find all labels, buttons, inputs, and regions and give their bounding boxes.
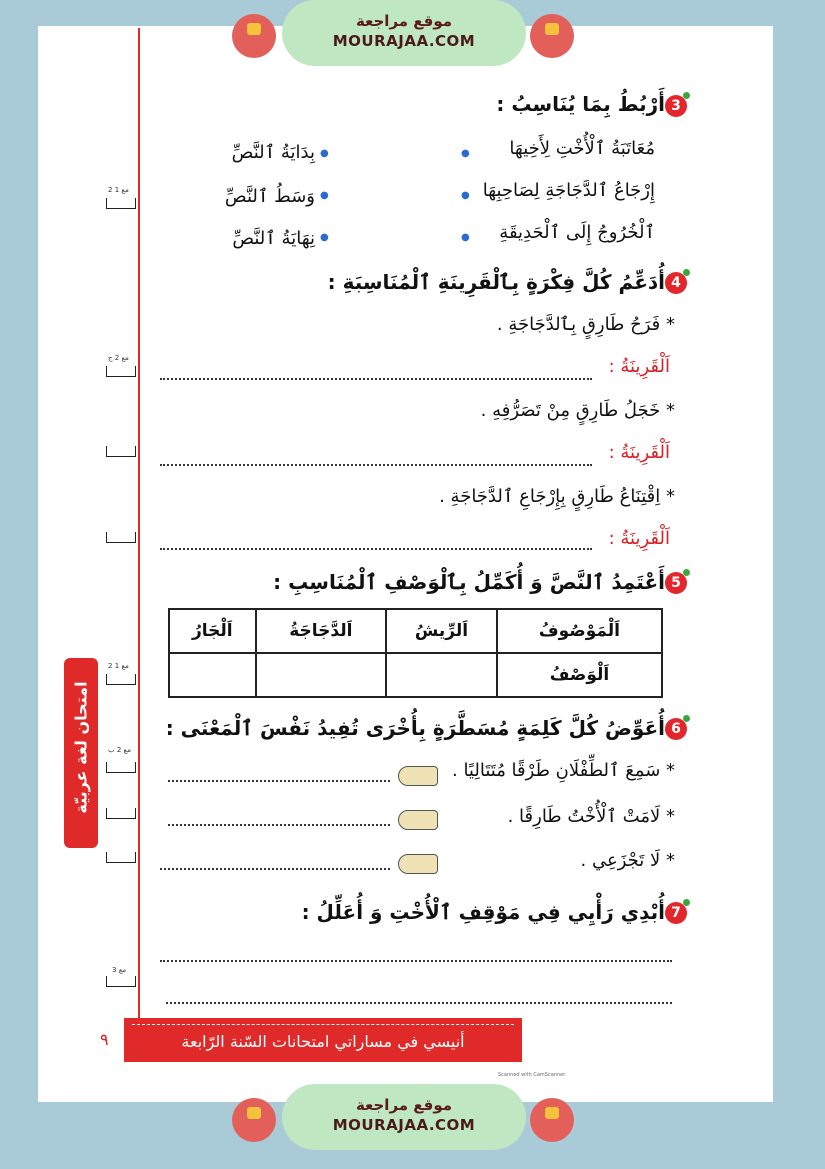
site-name-ar: موقع مراجعة xyxy=(355,1096,453,1114)
q6-item: * سَمِعَ ٱلطِّفْلَانِ طَرْقًا مُتَتَالِيًا . xyxy=(452,760,675,781)
match-dot[interactable]: ● xyxy=(461,232,470,243)
q6-item: * لَا تَجْزَعِي . xyxy=(580,850,675,871)
answer-line[interactable] xyxy=(160,868,390,870)
page-number: ٩ xyxy=(100,1030,109,1049)
table-header: اَلرِّيشُ xyxy=(386,609,497,653)
answer-cell[interactable] xyxy=(386,653,497,697)
scan-note: Scanned with CamScanner xyxy=(498,1072,566,1078)
q4-item: * خَجَلُ طَارِقٍ مِنْ تَصَرُّفِهِ . xyxy=(480,400,675,421)
score-box[interactable] xyxy=(106,366,136,377)
table-row-label: اَلْوَصْفُ xyxy=(497,653,662,697)
score-label: مع 2 ج xyxy=(108,354,129,362)
site-name-ar: موقع مراجعة xyxy=(355,12,453,30)
score-label: مع 3 xyxy=(112,966,127,974)
q6-title: أُعَوِّضُ كُلَّ كَلِمَةٍ مُسَطَّرَةٍ بِأُخْرَى تُفِيدُ نَفْسَ ٱلْمَعْنَى : xyxy=(165,716,665,740)
site-logo-icon xyxy=(530,1098,574,1142)
answer-cell[interactable] xyxy=(256,653,386,697)
q3-left-item: بِدَايَةُ ٱلنَّصِّ xyxy=(231,142,315,163)
match-dot[interactable]: ● xyxy=(320,232,329,243)
answer-line[interactable] xyxy=(160,378,592,380)
q5-title: أَعْتَمِدُ ٱلنَّصَّ وَ أُكَمِّلُ بِٱلْوَصْفِ ٱلْمُنَاسِبِ : xyxy=(273,570,665,594)
score-label: مع 1 2 xyxy=(108,662,129,670)
question-number: 3 xyxy=(665,95,687,117)
answer-line[interactable] xyxy=(168,824,390,826)
site-logo-icon xyxy=(232,14,276,58)
score-box[interactable] xyxy=(106,808,136,819)
table-header: اَلْجَارُ xyxy=(169,609,256,653)
match-dot[interactable]: ● xyxy=(320,148,329,159)
score-box[interactable] xyxy=(106,198,136,209)
q7-title: أُبْدِي رَأْيِي فِي مَوْقِفِ ٱلْأُخْتِ وَ أُعَلِّلُ : xyxy=(301,900,665,924)
site-name-en: MOURAJAA.COM xyxy=(332,1116,476,1134)
question-number: 5 xyxy=(665,572,687,594)
q3-right-item: ٱلْخُرُوجُ إِلَى ٱلْحَدِيقَةِ xyxy=(499,222,655,243)
score-box[interactable] xyxy=(106,976,136,987)
site-banner-bottom[interactable] xyxy=(282,1084,526,1150)
score-box[interactable] xyxy=(106,446,136,457)
match-dot[interactable]: ● xyxy=(320,190,329,201)
score-label: مع 2 ب xyxy=(108,746,131,754)
question-number: 7 xyxy=(665,902,687,924)
pointing-hand-icon xyxy=(398,810,438,830)
worksheet-page xyxy=(38,26,773,1102)
score-box[interactable] xyxy=(106,674,136,685)
question-number: 4 xyxy=(665,272,687,294)
pointing-hand-icon xyxy=(398,766,438,786)
score-box[interactable] xyxy=(106,762,136,773)
footer-banner: أنيسي في مساراتي امتحانات السّنة الرّابعة xyxy=(124,1018,522,1062)
match-dot[interactable]: ● xyxy=(461,190,470,201)
answer-line[interactable] xyxy=(160,960,672,962)
margin-line xyxy=(138,28,140,1028)
side-tab xyxy=(64,658,98,848)
q3-right-item: إِرْجَاعُ ٱلدَّجَاجَةِ لِصَاحِبِهَا xyxy=(482,180,655,201)
q4-label: اَلْقَرِينَةُ : xyxy=(608,442,670,463)
q4-label: اَلْقَرِينَةُ : xyxy=(608,528,670,549)
answer-line[interactable] xyxy=(166,1002,672,1004)
score-box[interactable] xyxy=(106,532,136,543)
site-logo-icon xyxy=(232,1098,276,1142)
score-box[interactable] xyxy=(106,852,136,863)
answer-line[interactable] xyxy=(160,464,592,466)
q4-item: * اِقْتِنَاعُ طَارِقٍ بِإِرْجَاعِ ٱلدَّجَاجَةِ . xyxy=(439,486,675,507)
q4-item: * فَرَحُ طَارِقٍ بِٱلدَّجَاجَةِ . xyxy=(496,314,675,335)
site-name-en: MOURAJAA.COM xyxy=(332,32,476,50)
table-header: اَلدَّجَاجَةُ xyxy=(256,609,386,653)
q6-item: * لَامَتْ ٱلْأُخْتُ طَارِقًا . xyxy=(507,806,675,827)
question-number: 6 xyxy=(665,718,687,740)
q3-left-item: وَسَطُ ٱلنَّصِّ xyxy=(224,186,315,207)
q4-label: اَلْقَرِينَةُ : xyxy=(608,356,670,377)
answer-line[interactable] xyxy=(168,780,390,782)
score-label: مع 1 2 xyxy=(108,186,129,194)
description-table xyxy=(168,608,663,698)
answer-line[interactable] xyxy=(160,548,592,550)
q4-title: أُدَعِّمُ كُلَّ فِكْرَةٍ بِٱلْقَرِينَةِ ٱلْمُنَاسِبَةِ : xyxy=(327,270,665,294)
q3-title: أَرْبُطُ بِمَا يُنَاسِبُ : xyxy=(496,92,665,116)
match-dot[interactable]: ● xyxy=(461,148,470,159)
pointing-hand-icon xyxy=(398,854,438,874)
site-logo-icon xyxy=(530,14,574,58)
answer-cell[interactable] xyxy=(169,653,256,697)
q3-left-item: نِهَايَةُ ٱلنَّصِّ xyxy=(232,228,315,249)
q3-right-item: مُعَاتَبَةُ ٱلْأُخْتِ لِأَخِيهَا xyxy=(509,138,655,159)
table-header: اَلْمَوْصُوفُ xyxy=(497,609,662,653)
side-tab-label: امتحان لغة عربيّة xyxy=(71,681,91,814)
site-banner-top[interactable] xyxy=(282,0,526,66)
